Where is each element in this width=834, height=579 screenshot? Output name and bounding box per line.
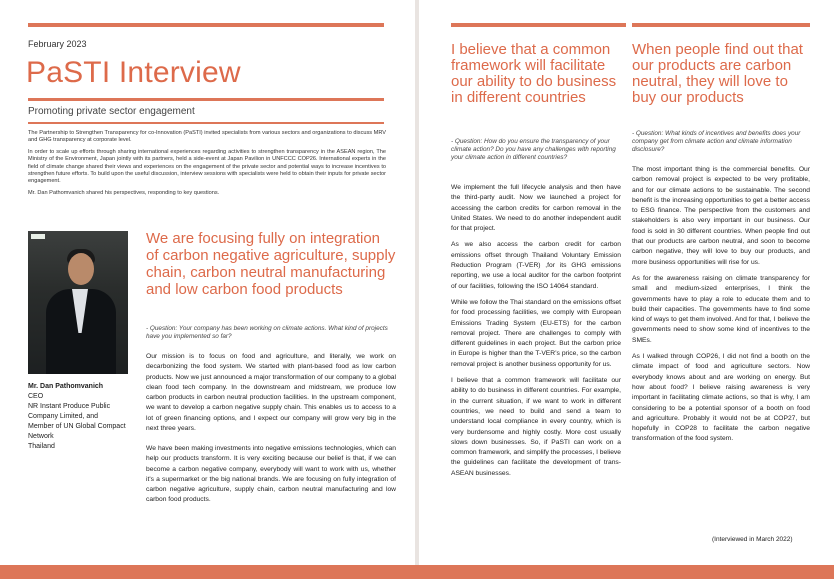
interview-question: - Question: Your company has been working on climate actions. What kind of projects have you implemented so far?: [146, 325, 388, 340]
answer-paragraph: Our mission is to focus on food and agriculture, and literally, we work on decarbonizing the food system. We started with plant-based food as low carbon products. Now we just announced a major transformation of our company to a global clean food tech company. In the downstream and midstream, we produce low carbon products in carbon neutral production facilities. In the upstream component, we want to develop a carbon negative supply chain. This enables us to access to a lot of green financing options, and I expect our company will grow very big in the next three years.: [146, 353, 396, 433]
answer-column-1: [451, 183, 621, 485]
answer-paragraph: While we follow the Thai standard on the emissions offset for food processing facilities, we comply with European Emissions Trading System (EU-ETS) for the carbon removal project. There are challenges to comply with different guidelines in each project. But the carbon price in Europe is higher than the T-VER’s price, so the carbon removal project is another business opportunity for us.: [451, 298, 622, 368]
section-headline: When people find out that our products are carbon neutral, they will love to buy our products: [632, 41, 803, 106]
answer-paragraph: As we also access the carbon credit for carbon emissions offset through Thailand Voluntary Emission Reduction Program (T-VER) ,for its GHG emissions reporting, we use a local auditor for the carbon footprint of our facilities, following the ISO 14064 standard.: [451, 241, 621, 290]
page-subtitle: Promoting private sector engagement: [28, 106, 195, 117]
answer-paragraph: The most important thing is the commercial benefits. Our carbon removal project is expected to be very profitable, and for our climate actions to be sustainable. The second benefit is the increasing opportunities to get a better access to ESG finance. The perspective from the customers and stakeholders is also very important in our business. Our food is sold in 30 different countries. When people find out that our products are carbon neutral, and soon to become carbon negative, they will love to buy our products, and more business opportunities will rise for us.: [632, 166, 810, 266]
answer-paragraph: As for the awareness raising on climate transparency for small and medium-sized enterprises, I think the governments have to play a role to educate them and to build their capacities. The governments have to find some kind of ways to get them involved. And for that, I believe the governments need to show some kind of incentives to the SMEs.: [632, 274, 810, 344]
intro-paragraph: Mr. Dan Pathomvanich shared his perspectives, responding to key questions.: [28, 189, 220, 196]
logo-mark: [31, 234, 45, 239]
intro-paragraph: In order to scale up efforts through sharing international experiences regarding activities to strengthen transparency in the ASEAN region, The Ministry of the Environment, Japan jointly with its partners, held a side-event at Japan Pavilion in UNFCCC COP26. International experts in the field of climate change shared their views and experiences on the engagement of the private sector and potential ways to increase incentives to strengthen future efforts. To build upon the useful discussion, interview sessions with specialists were held to obtain their inputs for private sector engagement.: [28, 148, 386, 185]
answer-paragraph: We implement the full lifecycle analysis and then have the third-party audit. Now we launched a project for accessing the carbon credits for carbon removal in the United States. We need to do another independent audit for that project.: [451, 184, 621, 233]
answer-paragraph: We have been making investments into negative emissions technologies, which can help our products transform. It is very exciting because our belief is that, if we can become a carbon negative company, everybody will want to work with us, whether it's a supermarket or the big national brands. We are focusing on fully integration of carbon negative agriculture, supply chain, carbon neutral manufacturing and low carbon food products.: [146, 445, 396, 504]
col2-top-rule: [632, 23, 810, 27]
interview-question: - Question: How do you ensure the transparency of your climate action? Do you have any challenges with reporting your climate action in different countries?: [451, 138, 616, 161]
issue-date: February 2023: [28, 39, 87, 49]
person-role: CEO: [28, 393, 44, 400]
person-name: Mr. Dan Pathomvanich: [28, 383, 104, 390]
answer-paragraph: I believe that a common framework will facilitate our ability to do business in different countries. For example, in the current situation, if we want to work in different countries, we need to build and send a team to understand local compliance in every country, which is very burdensome and highly costly. More cost usually slows down businesses. So, if PaSTI can work on a common framework, and simplify the processes, I believe the guidelines can facilitate the development of trans-ASEAN businesses.: [451, 377, 621, 477]
answer-column-2: [632, 165, 810, 451]
interview-date-note: (Interviewed in March 2022): [712, 536, 793, 543]
top-rule: [28, 23, 384, 27]
photo-figure-head: [68, 253, 94, 285]
col1-top-rule: [451, 23, 626, 27]
bottom-band: [0, 565, 834, 579]
person-membership: Member of UN Global Compact Network: [28, 423, 126, 440]
person-caption: [28, 382, 128, 452]
person-org: NR Instant Produce Public Company Limited, and: [28, 403, 111, 420]
intro-paragraph: The Partnership to Strengthen Transparency for co-Innovation (PaSTI) invited specialists from various sectors and organizations to discuss MRV and GHG transparency at corporate level.: [28, 130, 386, 144]
subtitle-rule: [28, 122, 384, 124]
interview-question: - Question: What kinds of incentives and benefits does your company get from climate action and climate information disclosure?: [632, 130, 801, 153]
section-headline: We are focusing fully on integration of carbon negative agriculture, supply chain, carbon neutral manufacturing and low carbon food products: [146, 230, 396, 298]
section-headline: I believe that a common framework will facilitate our ability to do business in different countries: [451, 41, 617, 106]
title-rule: [28, 98, 384, 101]
person-country: Thailand: [28, 443, 55, 450]
intro-text: [28, 130, 386, 201]
answer-paragraph: As I walked through COP26, I did not find a booth on the climate impact of food and agriculture sectors. Now everybody knows about and are working on energy. But how about food? I believe raising awareness is very important in facilitating climate actions, so that is why, I am considering to be a potential sponsor of a booth on food and agriculture. Probably it would not be at COP27, but hopefully in COP28 to facilitate the carbon negative transformation of the food system.: [632, 353, 810, 443]
left-page: [0, 0, 415, 579]
page-title: PaSTI Interview: [26, 56, 241, 89]
portrait-photo: [28, 231, 128, 374]
